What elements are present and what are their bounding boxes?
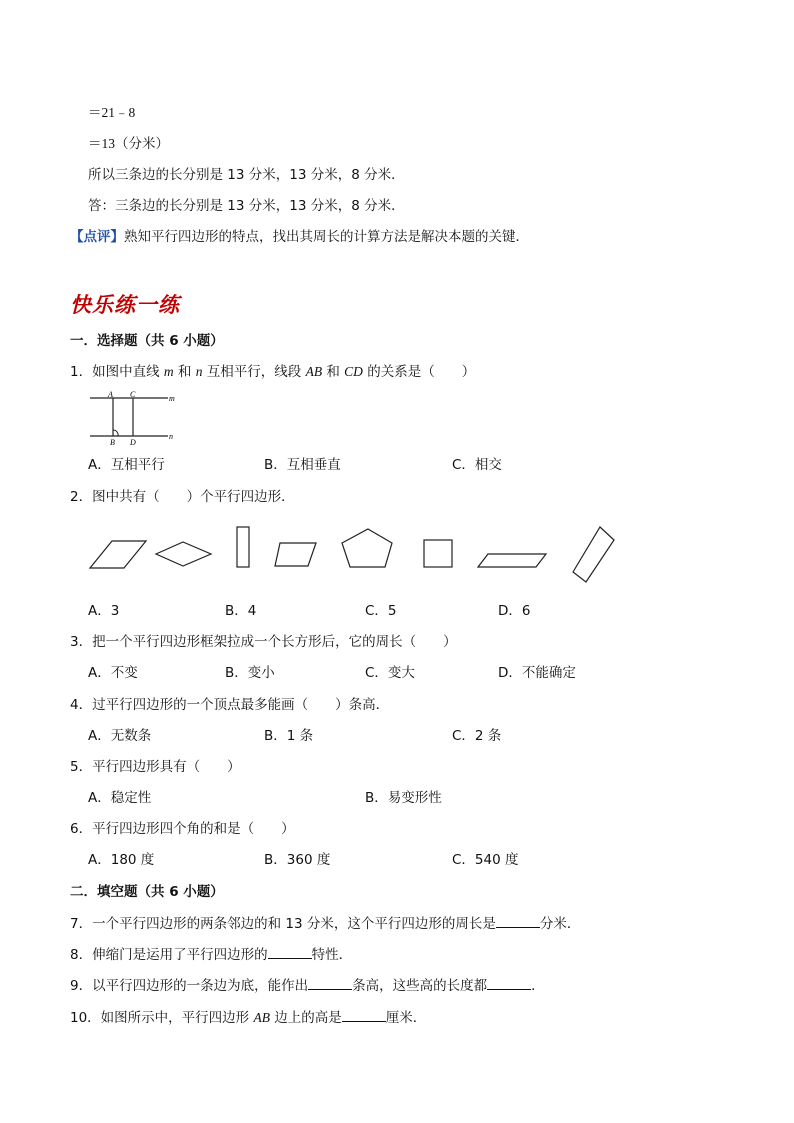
shape-rhombus bbox=[156, 542, 211, 566]
q1-figure bbox=[86, 388, 176, 446]
q4-option-b[interactable]: B．1 条 bbox=[264, 728, 314, 744]
shape-pentagon bbox=[342, 529, 392, 567]
q1-option-c[interactable]: C．相交 bbox=[452, 457, 502, 473]
q9-blank-1[interactable] bbox=[308, 975, 352, 990]
q10-text: 10．如图所示中，平行四边形 AB 边上的高是 厘米． bbox=[70, 1007, 426, 1028]
shape-trapezoid bbox=[275, 543, 316, 566]
q7-blank[interactable] bbox=[496, 913, 540, 928]
q1-text: 1．如图中直线 m 和 n 互相平行，线段 AB 和 CD 的关系是（ ） bbox=[70, 364, 476, 380]
q6-option-a[interactable]: A．180 度 bbox=[88, 852, 155, 868]
q10-blank[interactable] bbox=[342, 1007, 386, 1022]
q6-option-b[interactable]: B．360 度 bbox=[264, 852, 331, 868]
solution-step-2: ＝13（分米） bbox=[88, 136, 169, 151]
q4-text: 4．过平行四边形的一个顶点最多能画（ ）条高． bbox=[70, 697, 390, 713]
q8-text: 8．伸缩门是运用了平行四边形的 特性． bbox=[70, 944, 352, 965]
q4-option-c[interactable]: C．2 条 bbox=[452, 728, 502, 744]
q2-option-b[interactable]: B．4 bbox=[225, 603, 257, 619]
comment-text: 熟知平行四边形的特点，找出其周长的计算方法是解决本题的关键． bbox=[124, 229, 529, 245]
part1-heading: 一．选择题（共 6 小题） bbox=[70, 333, 224, 349]
q5-text: 5．平行四边形具有（ ） bbox=[70, 759, 241, 775]
q6-text: 6．平行四边形四个角的和是（ ） bbox=[70, 821, 295, 837]
label-m: m bbox=[169, 394, 175, 403]
section-title: 快乐练一练 bbox=[70, 292, 180, 317]
q10-side-ab: AB bbox=[253, 1010, 270, 1025]
q9-text: 9．以平行四边形的一条边为底，能作出 条高，这些高的长度都 ． bbox=[70, 975, 545, 996]
q1-option-b[interactable]: B．互相垂直 bbox=[264, 457, 341, 473]
q7-text: 7．一个平行四边形的两条邻边的和 13 分米，这个平行四边形的周长是 分米． bbox=[70, 913, 580, 934]
label-c: C bbox=[130, 390, 136, 399]
q2-option-c[interactable]: C．5 bbox=[365, 603, 397, 619]
q3-option-a[interactable]: A．不变 bbox=[88, 665, 138, 681]
shape-square bbox=[424, 540, 452, 567]
label-n: n bbox=[169, 432, 173, 441]
solution-conclusion: 所以三条边的长分别是 13 分米，13 分米，8 分米． bbox=[88, 167, 405, 183]
q3-option-c[interactable]: C．变大 bbox=[365, 665, 415, 681]
q4-option-a[interactable]: A．无数条 bbox=[88, 728, 152, 744]
q6-option-c[interactable]: C．540 度 bbox=[452, 852, 519, 868]
label-a: A bbox=[108, 390, 113, 399]
shape-thin-rectangle bbox=[237, 527, 249, 567]
q2-option-d[interactable]: D．6 bbox=[498, 603, 531, 619]
q5-option-a[interactable]: A．稳定性 bbox=[88, 790, 152, 806]
shape-parallelogram-2 bbox=[478, 554, 546, 567]
q1-line-m: m bbox=[163, 364, 174, 379]
solution-step-1: ＝21﹣8 bbox=[88, 105, 136, 120]
q5-option-b[interactable]: B．易变形性 bbox=[365, 790, 442, 806]
q2-figure bbox=[86, 522, 626, 586]
right-angle-mark bbox=[113, 430, 118, 436]
comment-line bbox=[70, 227, 529, 247]
shape-parallelogram-1 bbox=[90, 541, 146, 568]
q2-text: 2．图中共有（ ）个平行四边形． bbox=[70, 489, 295, 505]
q9-blank-2[interactable] bbox=[487, 975, 531, 990]
q3-option-b[interactable]: B．变小 bbox=[225, 665, 275, 681]
label-d: D bbox=[130, 438, 136, 446]
q3-option-d[interactable]: D．不能确定 bbox=[498, 665, 576, 681]
q8-blank[interactable] bbox=[268, 944, 312, 959]
q3-text: 3．把一个平行四边形框架拉成一个长方形后，它的周长（ ） bbox=[70, 634, 457, 650]
comment-tag: 【点评】 bbox=[70, 229, 124, 245]
q1-line-n: n bbox=[195, 364, 203, 379]
label-b: B bbox=[110, 438, 115, 446]
part2-heading: 二．填空题（共 6 小题） bbox=[70, 884, 224, 900]
q1-segment-ab: AB bbox=[305, 364, 323, 379]
q2-option-a[interactable]: A．3 bbox=[88, 603, 120, 619]
q1-segment-cd: CD bbox=[344, 364, 363, 379]
q1-option-a[interactable]: A．互相平行 bbox=[88, 457, 165, 473]
shape-parallelogram-3 bbox=[573, 527, 614, 582]
solution-answer: 答：三条边的长分别是 13 分米，13 分米，8 分米． bbox=[88, 198, 405, 214]
